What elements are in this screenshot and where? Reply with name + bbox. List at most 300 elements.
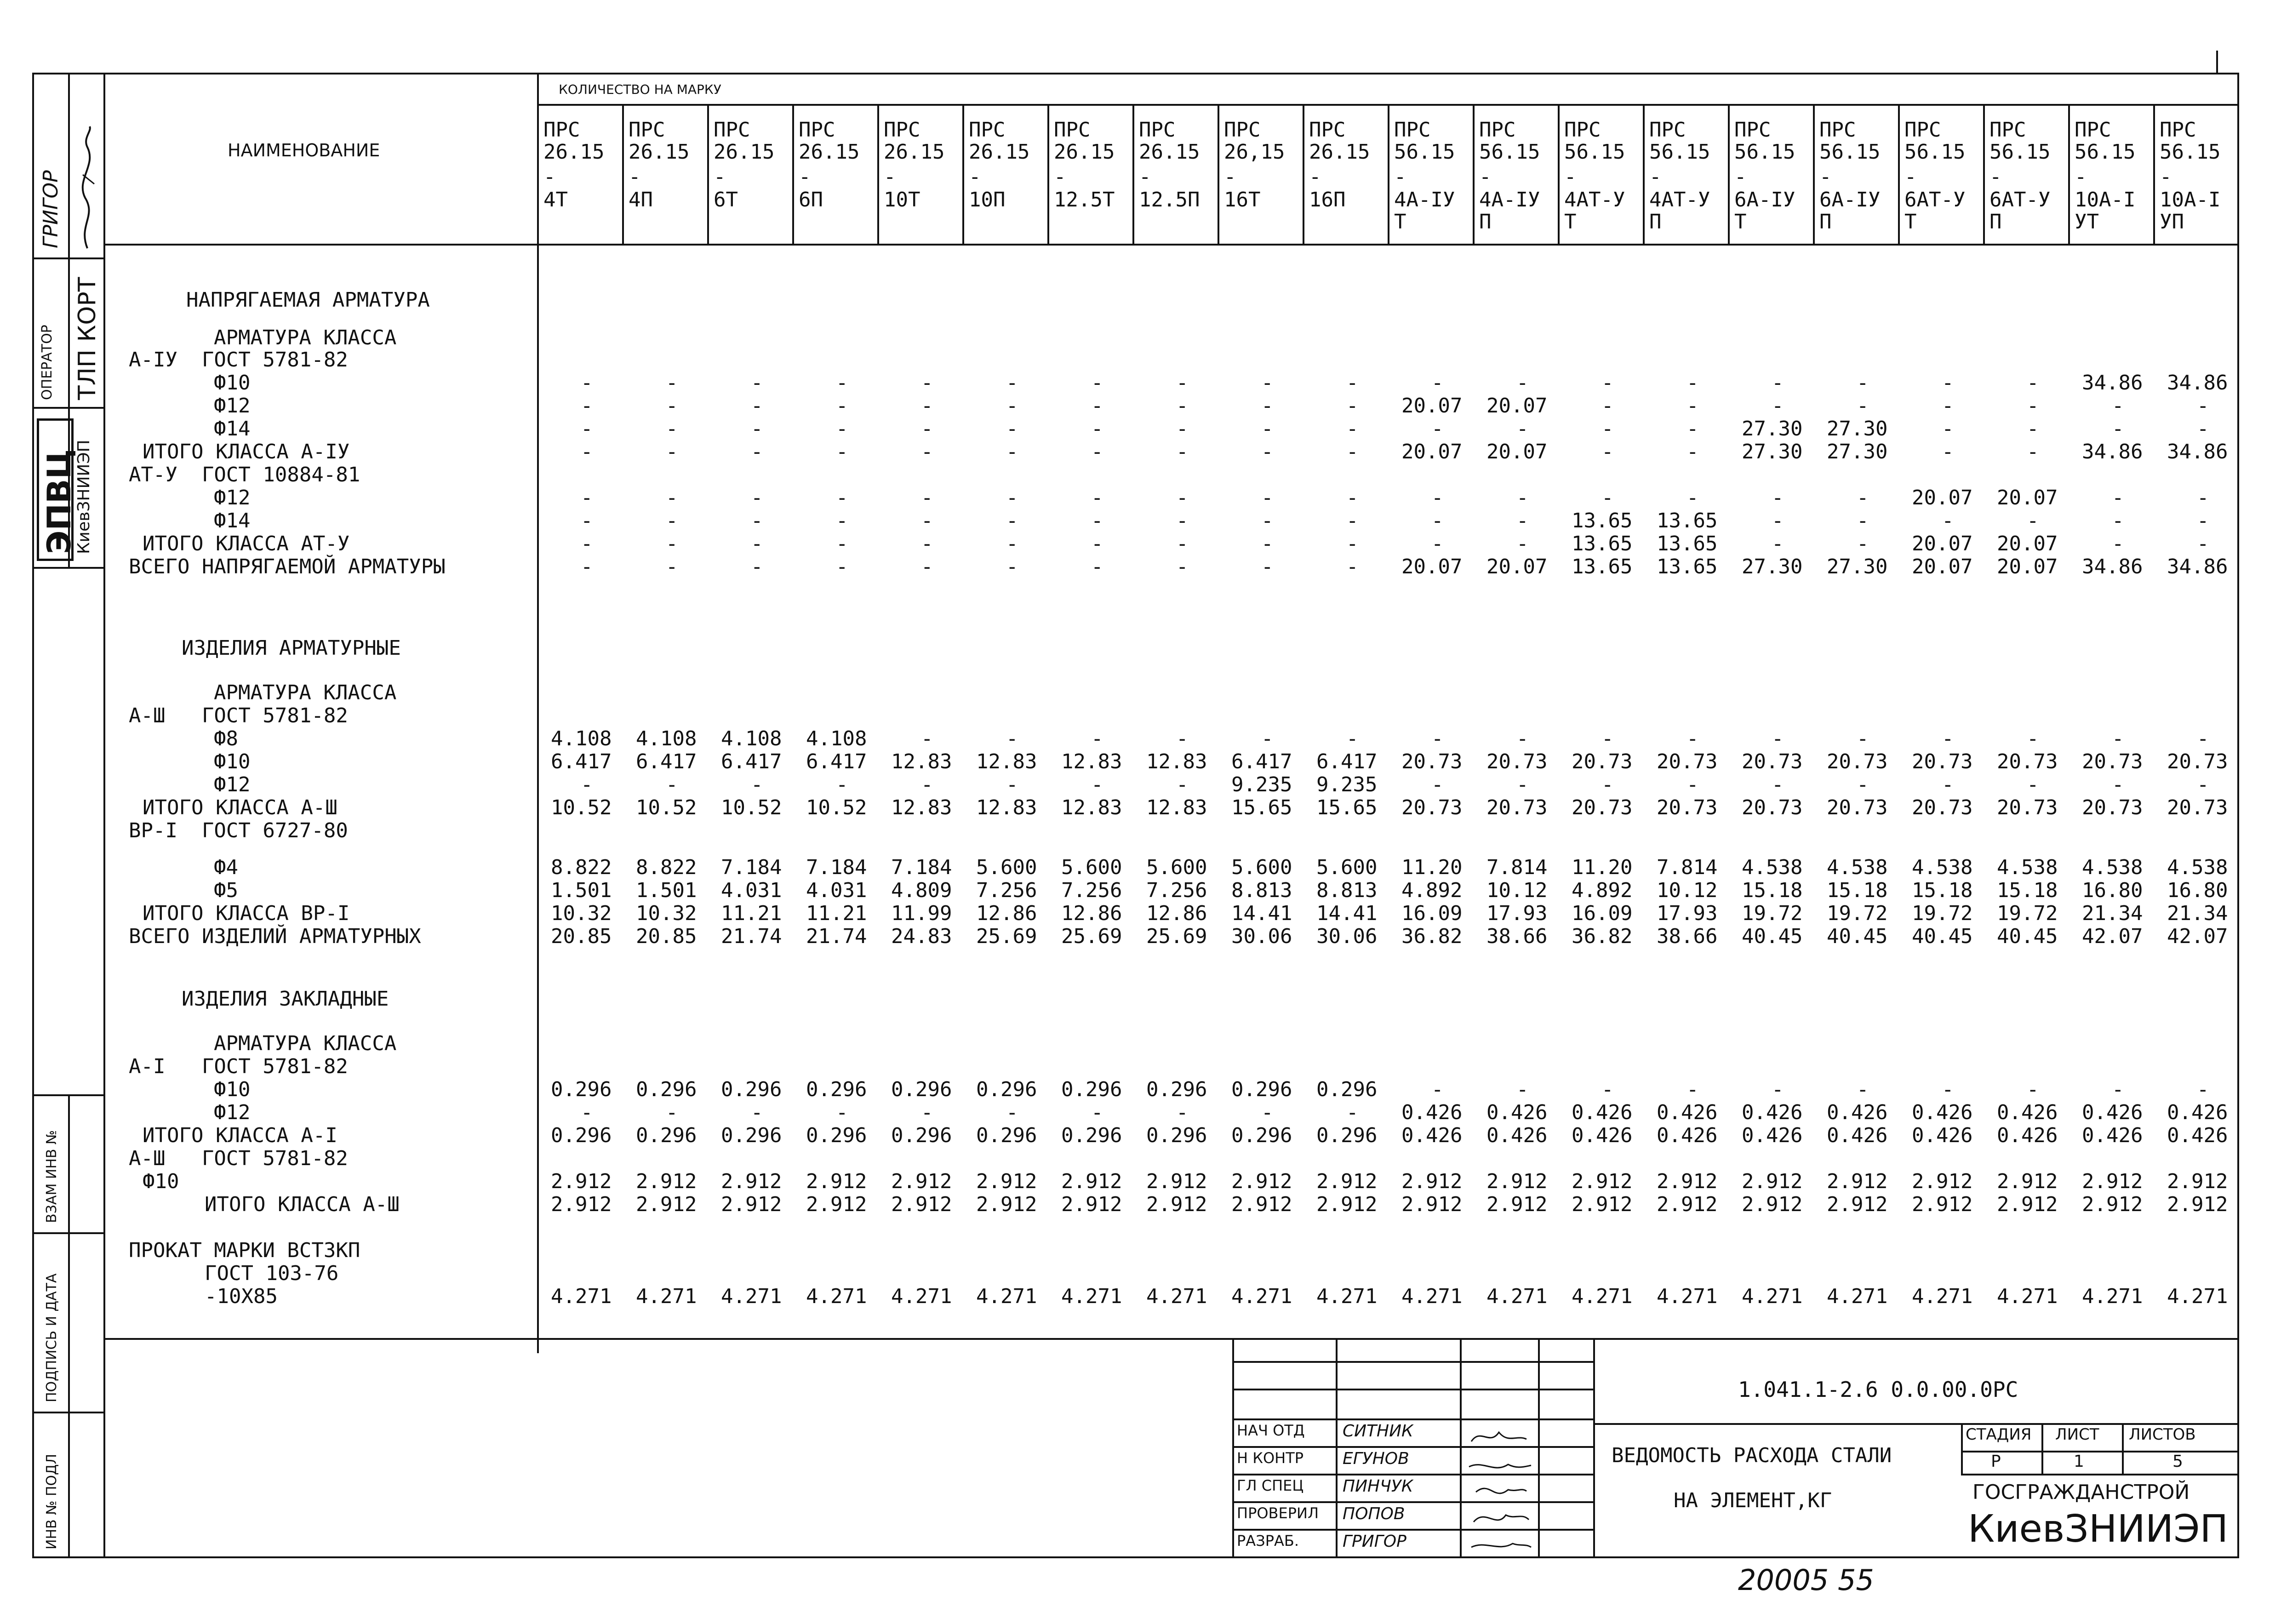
column-line [1558, 104, 1560, 244]
cell-value: 5.600 [1146, 856, 1207, 879]
cell-value: - [1176, 371, 1189, 395]
tb-name: ЕГУНОВ [1343, 1449, 1409, 1468]
cell-value: 0.426 [1486, 1124, 1548, 1147]
cell-value: - [1006, 371, 1018, 395]
cell-value: 20.73 [1827, 750, 1888, 773]
cell-value: - [1261, 1101, 1274, 1124]
cell-value: 20.07 [1401, 555, 1463, 578]
cell-value: - [2197, 727, 2209, 750]
cell-value: 0.426 [1912, 1124, 1973, 1147]
cell-value: 0.296 [636, 1124, 697, 1147]
cell-value: 0.296 [1231, 1078, 1292, 1101]
listov-value: 5 [2172, 1452, 2183, 1471]
row-name: Ф12 [214, 773, 251, 796]
cell-value: 42.07 [2167, 925, 2228, 948]
row-name: ИТОГО КЛАССА ВР-I [143, 902, 350, 925]
column-header-dash: - [2160, 165, 2172, 189]
cell-value: - [1772, 532, 1784, 555]
cell-value: 6.417 [1316, 750, 1378, 773]
cell-value: 13.65 [1572, 509, 1633, 532]
cell-value: - [2027, 417, 2039, 440]
cell-value: 11.20 [1572, 856, 1633, 879]
cell-value: 6.417 [551, 750, 612, 773]
footer-note: 20005 55 [1738, 1563, 1874, 1597]
cell-value: 10.12 [1486, 879, 1548, 902]
column-header-l2: 26.15 [799, 140, 860, 164]
column-header-l2: 56.15 [2160, 140, 2221, 164]
tb-row-line [1232, 1361, 1593, 1363]
row-name: ИЗДЕЛИЯ АРМАТУРНЫЕ [182, 636, 401, 660]
cell-value: 4.271 [891, 1285, 952, 1308]
column-header-l4: УП [2160, 210, 2184, 234]
column-header-l2: 26.15 [1139, 140, 1200, 164]
cell-value: - [1176, 727, 1189, 750]
listov-label: ЛИСТОВ [2129, 1425, 2196, 1444]
row-name: ВСЕГО ИЗДЕЛИЙ АРМАТУРНЫХ [129, 925, 421, 948]
column-header-l2: 26.15 [1309, 140, 1370, 164]
cell-value: 20.07 [1486, 394, 1548, 417]
tb-stadia-v1 [2041, 1423, 2043, 1474]
column-header-l2: 56.15 [1479, 140, 1540, 164]
column-line [1983, 104, 1985, 244]
cell-value: 0.426 [2082, 1124, 2143, 1147]
column-header-l2: 56.15 [1564, 140, 1625, 164]
cell-value: - [2112, 532, 2124, 555]
cell-value: - [1431, 417, 1444, 440]
cell-value: 10.32 [551, 902, 612, 925]
cell-value: 4.271 [1231, 1285, 1292, 1308]
cell-value: - [751, 394, 763, 417]
cell-value: - [1431, 509, 1444, 532]
cell-value: 8.822 [551, 856, 612, 879]
cell-value: 4.538 [2167, 856, 2228, 879]
cell-value: 20.73 [1657, 750, 1718, 773]
cell-value: 4.271 [551, 1285, 612, 1308]
cell-value: 10.32 [636, 902, 697, 925]
cell-value: - [921, 532, 933, 555]
cell-value: 13.65 [1657, 509, 1718, 532]
cell-value: 20.73 [1997, 796, 2058, 819]
cell-value: 12.83 [891, 796, 952, 819]
cell-value: - [1601, 417, 1614, 440]
cell-value: 30.06 [1231, 925, 1292, 948]
cell-value: - [666, 532, 678, 555]
cell-value: 4.271 [806, 1285, 867, 1308]
cell-value: 2.912 [976, 1193, 1037, 1216]
side-kiev: КиевЗНИИЭП [74, 440, 93, 554]
cell-value: - [1176, 773, 1189, 796]
cell-value: 2.912 [806, 1193, 867, 1216]
column-header-dash: - [1564, 165, 1577, 189]
cell-value: 15.18 [1997, 879, 2058, 902]
column-header-l1: ПРС [1309, 118, 1346, 142]
cell-value: 5.600 [976, 856, 1037, 879]
column-header-l2: 26.15 [543, 140, 605, 164]
cell-value: 0.426 [1997, 1101, 2058, 1124]
tb-name: ПОПОВ [1343, 1504, 1405, 1523]
row-name: А-Ш ГОСТ 5781-82 [129, 1147, 348, 1170]
column-header-l3: 6А-IУ [1734, 188, 1795, 212]
cell-value: 38.66 [1657, 925, 1718, 948]
column-header-l1: ПРС [1139, 118, 1176, 142]
cell-value: 0.426 [1572, 1101, 1633, 1124]
org-line-1: ГОСГРАЖДАНСТРОЙ [1972, 1481, 2190, 1504]
side-operator: ОПЕРАТОР [39, 325, 55, 400]
row-name: -10Х85 [205, 1285, 278, 1308]
cell-value: 2.912 [1997, 1170, 2058, 1193]
cell-value: - [2112, 727, 2124, 750]
cell-value: 0.296 [806, 1124, 867, 1147]
row-name: АРМАТУРА КЛАССА [214, 1032, 397, 1055]
cell-value: 0.296 [721, 1078, 782, 1101]
column-line [1388, 104, 1389, 244]
cell-value: - [921, 440, 933, 463]
cell-value: 2.912 [1231, 1170, 1292, 1193]
cell-value: - [581, 509, 593, 532]
column-header-l3: 10А-I [2160, 188, 2221, 212]
cell-value: 4.271 [1486, 1285, 1548, 1308]
cell-value: - [921, 555, 933, 578]
cell-value: 4.271 [1912, 1285, 1973, 1308]
cell-value: - [2197, 394, 2209, 417]
cell-value: - [1686, 727, 1699, 750]
cell-value: 0.426 [1657, 1124, 1718, 1147]
cell-value: - [666, 773, 678, 796]
cell-value: 20.07 [1401, 394, 1463, 417]
cell-value: 0.426 [1657, 1101, 1718, 1124]
cell-value: 11.20 [1401, 856, 1463, 879]
tb-name: ПИНЧУК [1343, 1477, 1413, 1496]
cell-value: - [836, 394, 848, 417]
cell-value: 4.271 [1146, 1285, 1207, 1308]
cell-value: - [1006, 486, 1018, 509]
frame-right-line [2237, 73, 2239, 1558]
column-header-l1: ПРС [1224, 118, 1261, 142]
cell-value: 2.912 [1316, 1193, 1378, 1216]
cell-value: - [751, 532, 763, 555]
list-value: 1 [2074, 1452, 2084, 1471]
cell-value: - [751, 1101, 763, 1124]
row-name: ИТОГО КЛАССА А-I [143, 1124, 337, 1147]
table-bottom-line [103, 1338, 2239, 1340]
cell-value: 4.271 [2167, 1285, 2228, 1308]
tb-stadia-line-2 [1961, 1474, 2239, 1475]
cell-value: - [1516, 417, 1529, 440]
cell-value: 34.86 [2167, 440, 2228, 463]
cell-value: 4.809 [891, 879, 952, 902]
column-header-l3: 16П [1309, 188, 1346, 212]
tb-role: НАЧ ОТД [1237, 1422, 1305, 1439]
cell-value: 9.235 [1231, 773, 1292, 796]
cell-value: - [751, 773, 763, 796]
cell-value: - [1431, 773, 1444, 796]
cell-value: 20.73 [2082, 750, 2143, 773]
tb-stadia-v2 [2122, 1423, 2124, 1474]
cell-value: - [581, 371, 593, 395]
org-line-2: КиевЗНИИЭП [1968, 1507, 2229, 1551]
row-name: А-I ГОСТ 5781-82 [129, 1055, 348, 1078]
column-header-l1: ПРС [1564, 118, 1601, 142]
cell-value: 4.271 [976, 1285, 1037, 1308]
cell-value: - [1346, 1101, 1359, 1124]
cell-value: - [1091, 417, 1103, 440]
tb-role: ПРОВЕРИЛ [1237, 1504, 1319, 1522]
cell-value: 6.417 [1231, 750, 1292, 773]
cell-value: 16.80 [2167, 879, 2228, 902]
row-name: ИТОГО КЛАССА АТ-У [143, 532, 350, 555]
cell-value: - [1772, 486, 1784, 509]
cell-value: 2.912 [1827, 1170, 1888, 1193]
row-name: ИТОГО КЛАССА А-Ш [143, 796, 337, 819]
tb-line-c [1460, 1338, 1462, 1558]
cell-value: - [2027, 440, 2039, 463]
cell-value: 6.417 [721, 750, 782, 773]
column-header-l1: ПРС [2075, 118, 2111, 142]
tb-code-line [1593, 1423, 2239, 1425]
cell-value: 40.45 [1827, 925, 1888, 948]
naim-header: НАИМЕНОВАНИЕ [228, 140, 380, 160]
side-div-5 [32, 1232, 105, 1234]
row-name: Ф10 [214, 1078, 251, 1101]
row-name: ВСЕГО НАПРЯГАЕМОЙ АРМАТУРЫ [129, 555, 446, 578]
cell-value: - [1261, 532, 1274, 555]
tb-row-line [1232, 1529, 1593, 1531]
row-name: АРМАТУРА КЛАССА [214, 681, 397, 704]
cell-value: 1.501 [551, 879, 612, 902]
cell-value: 4.271 [721, 1285, 782, 1308]
cell-value: 7.256 [1061, 879, 1122, 902]
cell-value: 11.21 [806, 902, 867, 925]
cell-value: 20.07 [1997, 555, 2058, 578]
cell-value: - [1686, 773, 1699, 796]
tb-row-line [1232, 1389, 1593, 1390]
cell-value: 7.256 [1146, 879, 1207, 902]
tb-row-line [1232, 1446, 1593, 1448]
cell-value: 16.09 [1572, 902, 1633, 925]
column-header-dash: - [969, 165, 981, 189]
column-header-dash: - [629, 165, 641, 189]
column-header-dash: - [1649, 165, 1662, 189]
cell-value: 2.912 [721, 1170, 782, 1193]
tb-row-line [1232, 1501, 1593, 1503]
column-line [1813, 104, 1815, 244]
cell-value: - [581, 532, 593, 555]
cell-value: 0.296 [891, 1124, 952, 1147]
cell-value: 2.912 [1997, 1193, 2058, 1216]
side-strip-inner-bottom [68, 1094, 70, 1556]
tb-row-line [1232, 1418, 1593, 1420]
column-header-l2: 56.15 [1649, 140, 1710, 164]
cell-value: - [1772, 773, 1784, 796]
cell-value: 40.45 [1912, 925, 1973, 948]
cell-value: - [921, 773, 933, 796]
cell-value: 13.65 [1572, 532, 1633, 555]
cell-value: - [2027, 509, 2039, 532]
side-tlp: ТЛП КОРТ [74, 277, 101, 400]
cell-value: - [1346, 727, 1359, 750]
cell-value: 11.21 [721, 902, 782, 925]
cell-value: - [751, 555, 763, 578]
cell-value: - [1516, 532, 1529, 555]
cell-value: 0.296 [1316, 1124, 1378, 1147]
cell-value: 27.30 [1742, 417, 1803, 440]
cell-value: - [2197, 509, 2209, 532]
cell-value: 0.426 [1401, 1124, 1463, 1147]
cell-value: 25.69 [1146, 925, 1207, 948]
cell-value: - [1942, 1078, 1954, 1101]
cell-value: - [1006, 417, 1018, 440]
row-name: Ф14 [214, 509, 251, 532]
cell-value: - [1686, 417, 1699, 440]
column-header-l1: ПРС [1819, 118, 1856, 142]
cell-value: 12.83 [1146, 796, 1207, 819]
cell-value: 34.86 [2167, 371, 2228, 395]
cell-value: 4.271 [1401, 1285, 1463, 1308]
cell-value: 20.73 [1742, 750, 1803, 773]
cell-value: 20.85 [636, 925, 697, 948]
cell-value: - [1942, 440, 1954, 463]
column-header-l2: 26.15 [1054, 140, 1115, 164]
cell-value: 14.41 [1316, 902, 1378, 925]
column-header-l1: ПРС [714, 118, 750, 142]
cell-value: 12.83 [891, 750, 952, 773]
column-header-l3: 4А-IУ [1479, 188, 1540, 212]
cell-value: 20.73 [1486, 750, 1548, 773]
cell-value: - [1091, 440, 1103, 463]
column-line [792, 104, 794, 244]
list-label: ЛИСТ [2055, 1425, 2099, 1444]
cell-value: 20.07 [1486, 440, 1548, 463]
cell-value: - [921, 509, 933, 532]
cell-value: - [1857, 727, 1869, 750]
corner-tick [2216, 51, 2218, 74]
cell-value: - [1006, 727, 1018, 750]
cell-value: - [2197, 417, 2209, 440]
column-line [2068, 104, 2070, 244]
cell-value: - [921, 394, 933, 417]
cell-value: 25.69 [976, 925, 1037, 948]
column-line [1218, 104, 1219, 244]
tb-line-b [1336, 1338, 1338, 1558]
column-header-l2: 56.15 [1394, 140, 1455, 164]
cell-value: 2.912 [636, 1193, 697, 1216]
cell-value: - [1857, 1078, 1869, 1101]
cell-value: 42.07 [2082, 925, 2143, 948]
cell-value: 2.912 [636, 1170, 697, 1193]
cell-value: - [836, 773, 848, 796]
column-line [962, 104, 964, 244]
column-header-l3: 10П [969, 188, 1006, 212]
cell-value: - [1857, 371, 1869, 395]
cell-value: 4.892 [1572, 879, 1633, 902]
cell-value: - [921, 371, 933, 395]
cell-value: 7.184 [891, 856, 952, 879]
cell-value: - [666, 1101, 678, 1124]
cell-value: 4.538 [1912, 856, 1973, 879]
cell-value: 4.271 [1827, 1285, 1888, 1308]
column-header-l4: Т [1394, 210, 1406, 234]
cell-value: 0.426 [2167, 1101, 2228, 1124]
cell-value: 4.271 [1061, 1285, 1122, 1308]
row-name: ИЗДЕЛИЯ ЗАКЛАДНЫЕ [182, 987, 389, 1011]
cell-value: 4.271 [1316, 1285, 1378, 1308]
cell-value: 4.108 [636, 727, 697, 750]
cell-value: - [751, 486, 763, 509]
cell-value: 5.600 [1231, 856, 1292, 879]
column-header-l3: 10А-I [2075, 188, 2136, 212]
cell-value: 0.426 [1486, 1101, 1548, 1124]
column-header-l3: 12.5Т [1054, 188, 1115, 212]
column-header-l2: 26,15 [1224, 140, 1285, 164]
cell-value: - [1942, 417, 1954, 440]
cell-value: - [666, 371, 678, 395]
column-line [1047, 104, 1049, 244]
cell-value: - [1942, 394, 1954, 417]
column-header-l4: П [1479, 210, 1492, 234]
cell-value: - [666, 555, 678, 578]
cell-value: 4.031 [806, 879, 867, 902]
cell-value: - [751, 440, 763, 463]
cell-value: 0.296 [721, 1124, 782, 1147]
cell-value: - [2112, 1078, 2124, 1101]
cell-value: 12.83 [1061, 750, 1122, 773]
cell-value: 20.73 [1572, 750, 1633, 773]
title-line-2: НА ЭЛЕМЕНТ,КГ [1674, 1489, 1832, 1512]
cell-value: - [1176, 486, 1189, 509]
row-name: ВР-I ГОСТ 6727-80 [129, 819, 348, 842]
row-name: Ф10 [214, 750, 251, 773]
cell-value: - [1772, 371, 1784, 395]
cell-value: - [1431, 371, 1444, 395]
cell-value: 2.912 [551, 1193, 612, 1216]
cell-value: - [1006, 532, 1018, 555]
cell-value: - [1261, 371, 1274, 395]
column-header-dash: - [884, 165, 896, 189]
column-header-l2: 26.15 [884, 140, 945, 164]
cell-value: 40.45 [1997, 925, 2058, 948]
column-header-l1: ПРС [1054, 118, 1091, 142]
cell-value: - [1346, 509, 1359, 532]
cell-value: - [751, 371, 763, 395]
frame-left-line [32, 73, 34, 1558]
column-header-l4: УТ [2075, 210, 2099, 234]
cell-value: 4.538 [2082, 856, 2143, 879]
column-header-dash: - [2075, 165, 2087, 189]
cell-value: 15.65 [1316, 796, 1378, 819]
column-header-l2: 26.15 [714, 140, 775, 164]
cell-value: - [1516, 509, 1529, 532]
column-header-l1: ПРС [884, 118, 920, 142]
side-div-3 [32, 567, 105, 569]
cell-value: 2.912 [1061, 1170, 1122, 1193]
cell-value: - [1516, 773, 1529, 796]
cell-value: 34.86 [2082, 371, 2143, 395]
cell-value: 4.108 [551, 727, 612, 750]
column-header-l1: ПРС [1649, 118, 1686, 142]
cell-value: - [921, 1101, 933, 1124]
cell-value: 9.235 [1316, 773, 1378, 796]
cell-value: - [1261, 486, 1274, 509]
cell-value: 20.73 [1657, 796, 1718, 819]
cell-value: 0.426 [2167, 1124, 2228, 1147]
cell-value: 13.65 [1572, 555, 1633, 578]
column-header-l1: ПРС [1904, 118, 1941, 142]
cell-value: 4.271 [1742, 1285, 1803, 1308]
cell-value: - [836, 532, 848, 555]
cell-value: 20.73 [1997, 750, 2058, 773]
cell-value: - [1431, 727, 1444, 750]
cell-value: - [1686, 1078, 1699, 1101]
